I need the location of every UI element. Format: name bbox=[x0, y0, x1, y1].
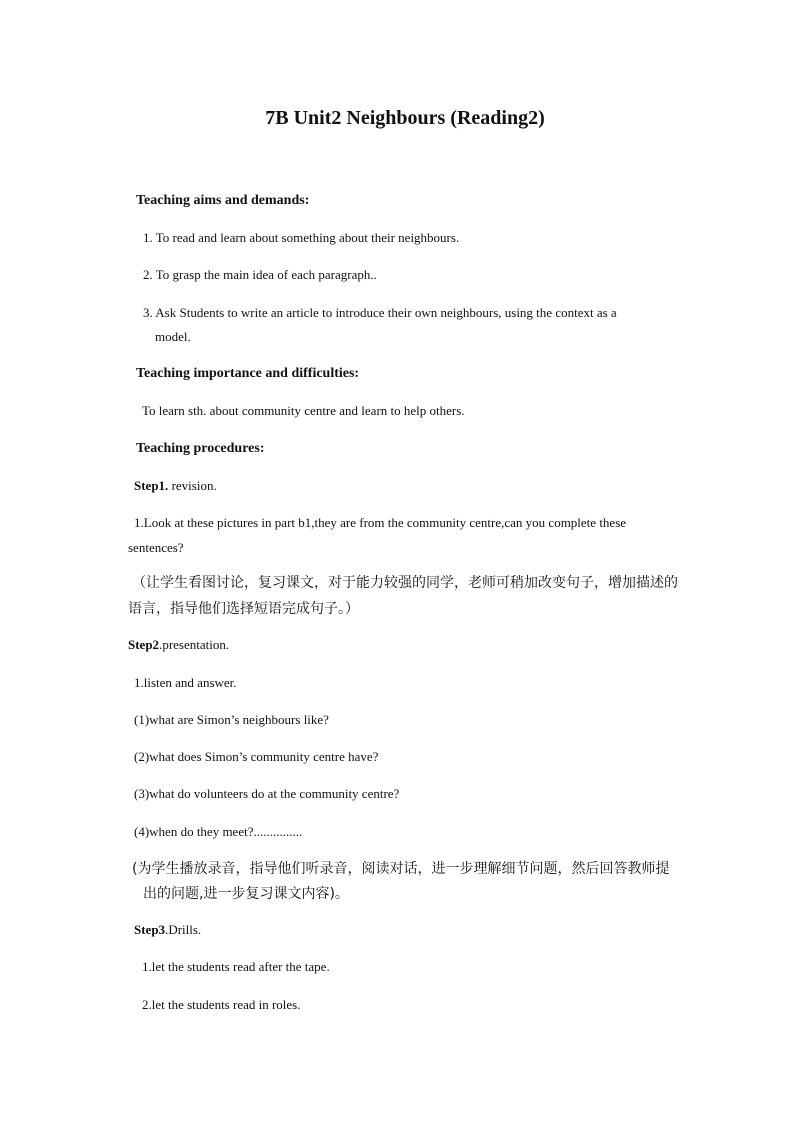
step2-line bbox=[128, 637, 229, 653]
step2-line-2: (1)what are Simon’s neighbours like? bbox=[134, 712, 329, 727]
step2-line-3: (2)what does Simon’s community centre have? bbox=[134, 749, 379, 764]
aims-heading: Teaching aims and demands: bbox=[136, 193, 310, 208]
page-title: 7B Unit2 Neighbours (Reading2) bbox=[265, 107, 545, 129]
importance-heading: Teaching importance and difficulties: bbox=[136, 366, 360, 381]
step2-label: Step2 bbox=[128, 637, 160, 652]
step2-name: .presentation. bbox=[159, 637, 230, 652]
step2-line-5: (4)when do they meet?............... bbox=[134, 824, 303, 839]
step1-question-line-1: 1.Look at these pictures in part b1,they are from the community centre,can you complete these bbox=[134, 515, 627, 530]
step1-name: revision. bbox=[168, 478, 217, 493]
step3-name: .Drills. bbox=[165, 922, 202, 937]
aims-item-3-continued: model. bbox=[155, 329, 191, 344]
aims-item-1: 1. To read and learn about something about their neighbours. bbox=[143, 230, 460, 245]
step1-note-line-1: （让学生看图讨论，复习课文，对于能力较强的同学，老师可稍加改变句子，增加描述的 bbox=[132, 575, 678, 591]
importance-text: To learn sth. about community centre and learn to help others. bbox=[142, 403, 465, 418]
step3-line-1: 1.let the students read after the tape. bbox=[142, 959, 330, 974]
step2-note-line-1: (为学生播放录音，指导他们听录音，阅读对话，进一步理解细节问题，然后回答教师提 bbox=[132, 861, 670, 877]
step3-label: Step3 bbox=[134, 922, 166, 937]
procedures-heading: Teaching procedures: bbox=[136, 441, 265, 456]
step1-note-line-2: 语言，指导他们选择短语完成句子。） bbox=[128, 601, 359, 617]
step1-question-line-2: sentences? bbox=[128, 540, 184, 555]
step1-line bbox=[134, 478, 217, 494]
step1-label: Step1. bbox=[134, 478, 169, 493]
step2-line-1: 1.listen and answer. bbox=[134, 675, 237, 690]
aims-item-2: 2. To grasp the main idea of each paragraph.. bbox=[143, 267, 377, 282]
aims-item-3: 3. Ask Students to write an article to introduce their own neighbours, using the context as a bbox=[143, 305, 617, 320]
step2-note-line-2: 出的问题,进一步复习课文内容)。 bbox=[143, 886, 349, 902]
step3-line-2: 2.let the students read in roles. bbox=[142, 997, 301, 1012]
step2-line-4: (3)what do volunteers do at the community centre? bbox=[134, 786, 400, 801]
step3-line bbox=[134, 922, 201, 938]
